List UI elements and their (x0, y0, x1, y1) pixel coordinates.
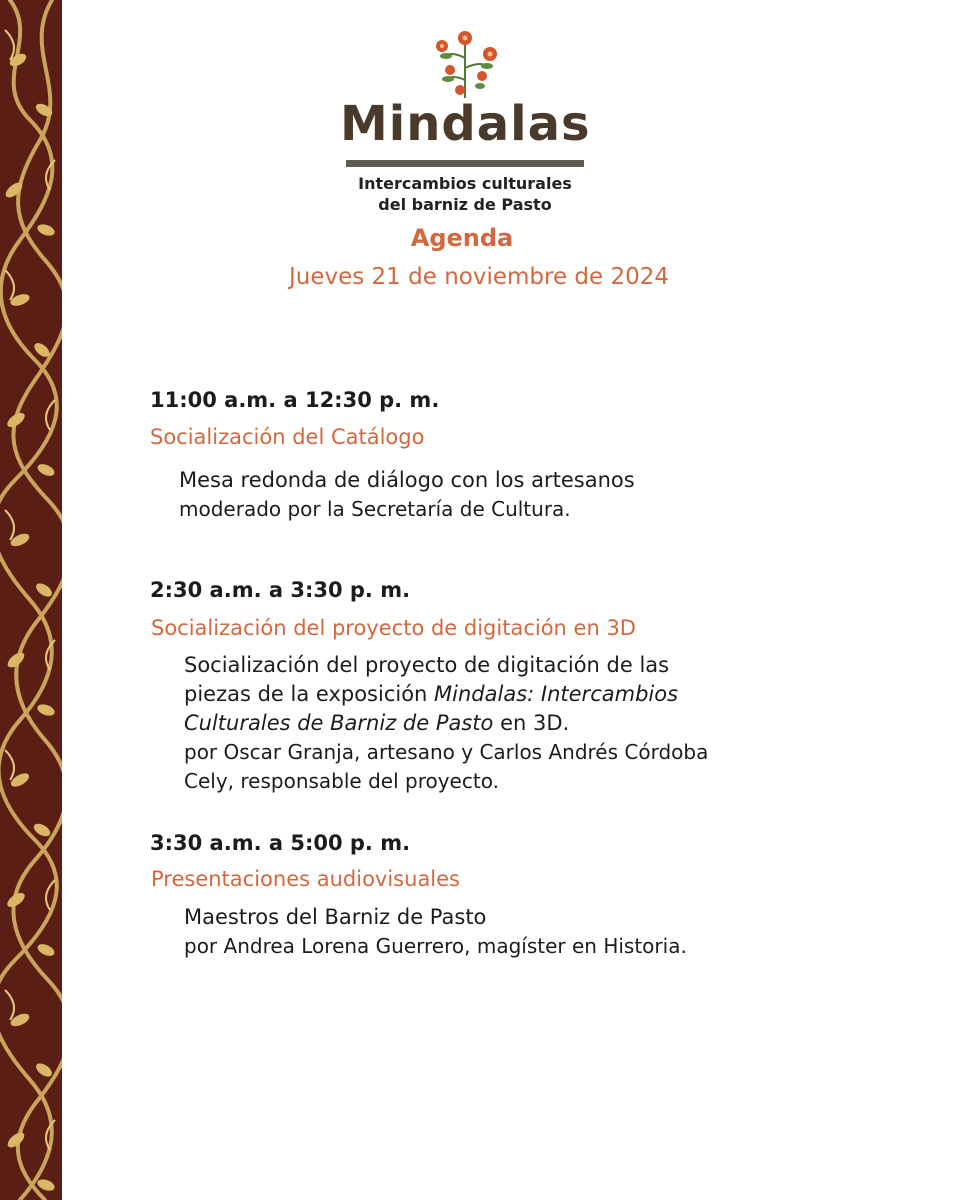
logo-title: Mindalas (340, 96, 591, 152)
logo-subtitle (340, 173, 590, 215)
event-2-line3-italic: Culturales de Barniz de Pasto (184, 711, 494, 735)
event-2-line3 (184, 709, 708, 738)
agenda-title: Agenda (410, 224, 514, 252)
event-2-line2 (184, 680, 708, 709)
event-3-time: 3:30 a.m. a 5:00 p. m. (150, 831, 411, 855)
logo-divider (346, 160, 584, 167)
flower-icon (390, 28, 540, 100)
event-1-description (179, 466, 635, 524)
event-3-title: Presentaciones audiovisuales (151, 867, 461, 891)
event-3-line2: por Andrea Lorena Guerrero, magíster en Historia. (184, 934, 687, 958)
event-2-time: 2:30 a.m. a 3:30 p. m. (150, 578, 411, 602)
event-1-title: Socialización del Catálogo (150, 425, 425, 449)
agenda-date: Jueves 21 de noviembre de 2024 (288, 264, 670, 290)
event-2-description (184, 651, 708, 796)
event-2-line2-italic: Mindalas: Intercambios (434, 682, 679, 706)
event-1-line1: Mesa redonda de diálogo con los artesanos (179, 468, 635, 492)
event-2-title: Socialización del proyecto de digitación en 3D (151, 616, 636, 640)
event-1-time: 11:00 a.m. a 12:30 p. m. (150, 388, 440, 412)
mindalas-logo (340, 28, 591, 214)
event-2-line4: por Oscar Granja, artesano y Carlos Andrés Córdoba (184, 740, 709, 764)
event-2-line2-pre: piezas de la exposición (184, 682, 435, 706)
event-1-line2: moderado por la Secretaría de Cultura. (179, 497, 571, 521)
decorative-barniz-border (0, 0, 62, 1200)
event-3-line1: Maestros del Barniz de Pasto (184, 905, 487, 929)
floral-pattern-icon (0, 0, 62, 1200)
logo-subtitle-line2: del barniz de Pasto (378, 195, 552, 214)
event-2-line1: Socialización del proyecto de digitación de las (184, 653, 670, 677)
logo-subtitle-line1: Intercambios culturales (358, 174, 572, 193)
event-2-line5: Cely, responsable del proyecto. (184, 769, 499, 793)
event-2-line3-post: en 3D. (493, 711, 570, 735)
event-3-description (184, 903, 687, 961)
